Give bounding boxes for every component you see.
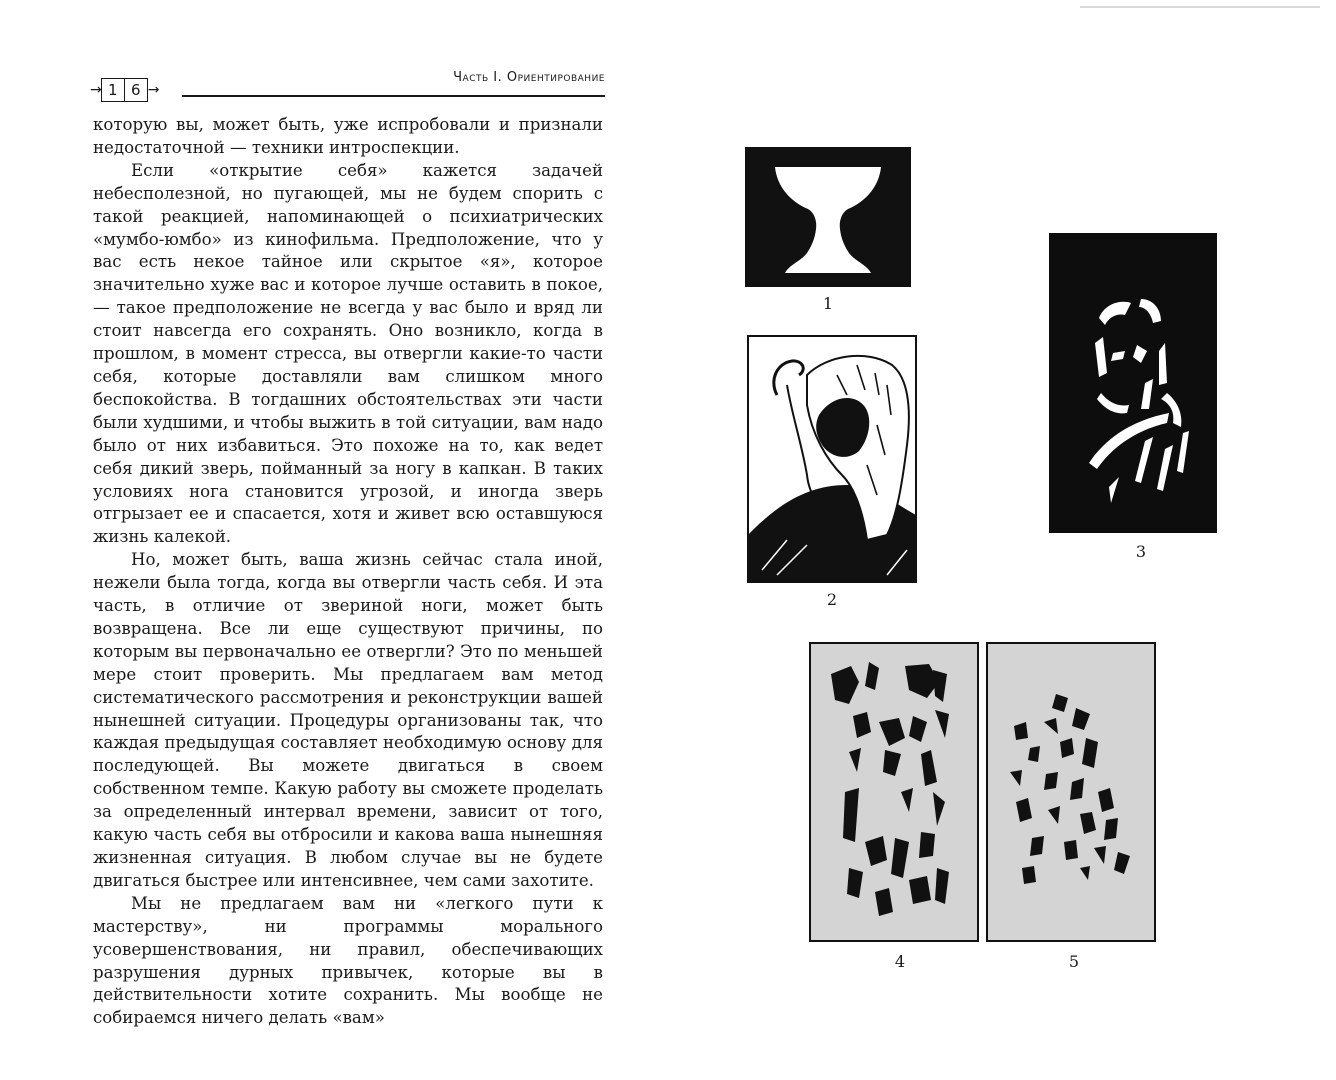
paragraph-1: которую вы, может быть, уже испробовали и признали недостаточной — техники интроспекции. (93, 115, 603, 157)
figure-3-label: 3 (1135, 542, 1147, 561)
arrow-right-icon: → (147, 82, 160, 98)
figure-5-fragments (986, 642, 1156, 942)
header-rule (182, 95, 605, 97)
page-digit-2: 6 (124, 78, 148, 102)
woman-illustration (747, 335, 917, 583)
paragraph-4: Мы не предлагаем вам ни «легкого пути к мастерству», ни программы морального усовершенствования, ни правил, обеспечивающих разрушения дурных привычек, которые вы в действительности хотите сохранить. Мы вообще не собираемся ничего делать «вам» (93, 893, 603, 1028)
page-edge-line (1080, 6, 1320, 8)
figure-1-vase (745, 147, 911, 287)
page-number (90, 78, 159, 102)
fragments-illustration-5 (986, 642, 1156, 942)
paragraph-3: Но, может быть, ваша жизнь сейчас стала иной, нежели была тогда, когда вы отвергли часть себя. И эта часть, в отличие от звериной ноги, может быть возвращена. Все ли еще существуют причины, по которым вы первоначально ее отвергли? Это по меньшей мере стоит проверить. Мы предлагаем вам метод систематического рассмотрения и реконструкции вашей нынешней ситуации. Процедуры организованы так, что каждая предыдущая составляет необходимую основу для последующей. Вы можете двигаться в своем собственном темпе. Какую работу вы сможете проделать за определенный интервал времени, зависит от того, какую часть себя вы отбросили и какова ваша нынешняя жизненная ситуация. В любом случае вы не будете двигаться быстрее или интенсивнее, чем сами захотите. (93, 550, 603, 890)
paragraph-2: Если «открытие себя» кажется задачей небесполезной, но пугающей, мы не будем спорить с такой реакцией, напоминающей о психиатрических «мумбо-юмбо» из кинофильма. Предположение, что у вас есть некое тайное или скрытое «я», которое значительно хуже вас и которое лучше оставить в покое, — такое предположение не всегда у вас было и вряд ли стоит навсегда его сохранять. Оно возникло, когда в прошлом, в момент стресса, вы отвергли какие-то части себя, которые доставляли вам слишком много беспокойства. В тогдашних обстоятельствах эти части были худшими, и чтобы выжить в той ситуации, вам надо было от них избавиться. Это похоже на то, как ведет себя дикий зверь, пойманный за ногу в капкан. В таких условиях нога становится угрозой, и иногда зверь отгрызает ее и спасается, хотя и живет всю оставшуюся жизнь калекой. (93, 160, 603, 547)
figure-5-label: 5 (1068, 952, 1080, 971)
hidden-face-illustration (1049, 233, 1217, 533)
figure-2-illusion (747, 335, 917, 583)
running-head: Часть I. Ориентирование (453, 70, 605, 85)
figure-4-fragments (809, 642, 979, 942)
vase-illustration (745, 147, 911, 287)
fragments-illustration-4 (809, 642, 979, 942)
figure-4-label: 4 (894, 952, 906, 971)
figure-1-label: 1 (822, 294, 834, 313)
page-header (90, 70, 605, 110)
arrow-right-icon: → (90, 82, 102, 98)
page-digit-1: 1 (101, 78, 125, 102)
figure-2-label: 2 (826, 590, 838, 609)
body-text (93, 114, 603, 1030)
figure-3-hidden-face (1049, 233, 1217, 533)
